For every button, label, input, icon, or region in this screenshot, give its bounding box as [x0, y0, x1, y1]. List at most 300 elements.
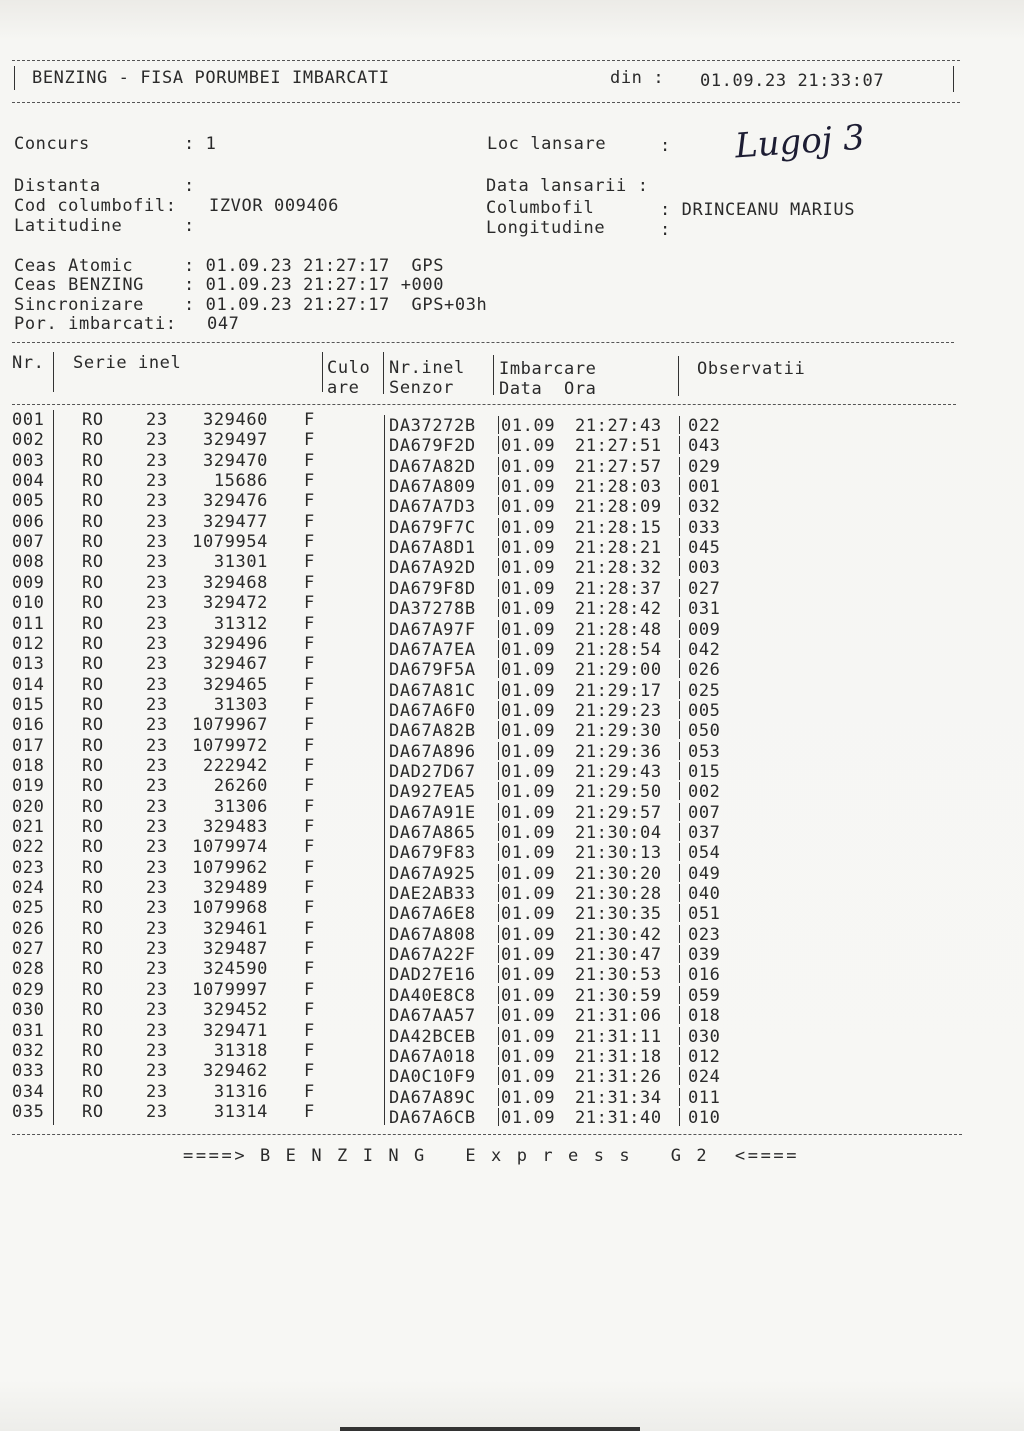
table-header-rule: [12, 404, 956, 405]
embark-date: 01.09: [501, 884, 556, 905]
observation: 029: [688, 456, 721, 477]
row-number: 028: [12, 959, 45, 980]
ring-number: 1079954: [192, 532, 268, 553]
ring-number: 31301: [213, 552, 268, 573]
embark-time: 21:28:09: [575, 497, 662, 518]
table-row: [0, 837, 1024, 864]
table-row: [0, 572, 1024, 599]
sensor-id: DA67A82B: [389, 721, 476, 742]
header-right-bar: [953, 66, 954, 92]
ring-country: RO: [82, 694, 104, 715]
ring-country: RO: [82, 1101, 104, 1122]
observation: 011: [688, 1087, 721, 1108]
ring-year: 23: [146, 735, 168, 756]
ring-number: 329462: [202, 1061, 268, 1082]
ring-country: RO: [82, 959, 104, 980]
ring-year: 23: [146, 1000, 168, 1021]
embark-date: 01.09: [501, 985, 556, 1006]
ring-number: 1079972: [192, 735, 268, 756]
observation: 051: [688, 904, 721, 925]
pigeon-sex: F: [304, 817, 315, 837]
sensor-id: DA67A6CB: [389, 1107, 476, 1128]
ring-number: 329472: [202, 593, 268, 614]
table-row: [0, 857, 1024, 884]
col-header-serie-inel: Serie inel: [73, 353, 182, 373]
pigeon-sex: F: [304, 1101, 315, 1122]
ring-country: RO: [82, 817, 104, 837]
sensor-id: DAD27D67: [389, 761, 476, 782]
pigeon-sex: F: [304, 715, 315, 736]
pigeon-sex: F: [304, 613, 315, 634]
observation: 007: [688, 802, 721, 823]
row-number: 010: [12, 593, 45, 614]
col-header-observatii: Observatii: [697, 359, 806, 379]
embark-date: 01.09: [501, 1087, 556, 1108]
sensor-id: DA679F5A: [389, 660, 476, 681]
pigeon-sex: F: [304, 979, 315, 1000]
col-header-data-ora: Data Ora: [499, 379, 597, 399]
embark-date: 01.09: [501, 1107, 556, 1128]
observation: 024: [688, 1067, 721, 1088]
pigeon-sex: F: [304, 572, 315, 593]
table-row: [0, 430, 1024, 457]
embark-date: 01.09: [501, 599, 556, 620]
ring-number: 329470: [202, 450, 268, 471]
ring-year: 23: [146, 1081, 168, 1102]
concurs-value: : 1: [184, 134, 217, 154]
ring-country: RO: [82, 552, 104, 573]
pigeon-sex: F: [304, 755, 315, 776]
report-date-label: din :: [610, 68, 665, 88]
sensor-id: DA67A97F: [389, 619, 476, 640]
ring-country: RO: [82, 837, 104, 858]
observation: 026: [688, 660, 721, 681]
ring-country: RO: [82, 1081, 104, 1102]
ring-country: RO: [82, 1000, 104, 1021]
pigeon-sex: F: [304, 491, 315, 512]
embark-date: 01.09: [501, 782, 556, 803]
embark-time: 21:31:26: [575, 1067, 662, 1088]
embark-date: 01.09: [501, 700, 556, 721]
pigeon-sex: F: [304, 430, 315, 451]
table-row: [0, 1101, 1024, 1128]
observation: 043: [688, 436, 721, 457]
sensor-id: DA40E8C8: [389, 985, 476, 1006]
table-row: [0, 613, 1024, 640]
header-top-rule: [12, 60, 960, 61]
embark-date: 01.09: [501, 538, 556, 559]
observation: 003: [688, 558, 721, 579]
embark-time: 21:28:21: [575, 538, 662, 559]
pigeon-sex: F: [304, 1061, 315, 1082]
observation: 012: [688, 1046, 721, 1067]
pigeon-sex: F: [304, 450, 315, 471]
ring-number: 329460: [202, 410, 268, 430]
ring-number: 1079968: [192, 898, 268, 919]
sincronizare-value: : 01.09.23 21:27:17 GPS+03h: [184, 295, 488, 315]
ring-year: 23: [146, 593, 168, 614]
distanta-label: Distanta: [14, 176, 101, 196]
observation: 010: [688, 1107, 721, 1128]
embark-date: 01.09: [501, 619, 556, 640]
embark-time: 21:30:04: [575, 823, 662, 843]
ring-country: RO: [82, 430, 104, 451]
observation: 022: [688, 416, 721, 436]
embark-date: 01.09: [501, 639, 556, 660]
sensor-id: DA37272B: [389, 416, 476, 436]
por-imbarcati-value: 047: [207, 314, 240, 334]
ring-country: RO: [82, 735, 104, 756]
ring-number: 329489: [202, 878, 268, 899]
table-row: [0, 654, 1024, 681]
pigeon-sex: F: [304, 471, 315, 492]
sensor-id: DA67A92D: [389, 558, 476, 579]
col-divider-imbarcare: [493, 355, 494, 395]
sep-date: [498, 1108, 499, 1126]
observation: 049: [688, 863, 721, 884]
por-imbarcati-label: Por. imbarcati:: [14, 314, 177, 334]
ring-year: 23: [146, 837, 168, 858]
ring-year: 23: [146, 572, 168, 593]
ring-year: 23: [146, 511, 168, 532]
ring-year: 23: [146, 410, 168, 430]
embark-time: 21:30:42: [575, 924, 662, 945]
ring-year: 23: [146, 491, 168, 512]
observation: 053: [688, 741, 721, 762]
table-row: [0, 918, 1024, 945]
report-title: BENZING - FISA PORUMBEI IMBARCATI: [32, 68, 390, 88]
ring-year: 23: [146, 674, 168, 695]
observation: 040: [688, 884, 721, 905]
sensor-id: DA67A89C: [389, 1087, 476, 1108]
table-row: [0, 552, 1024, 579]
ring-number: 329477: [202, 511, 268, 532]
ceas-benzing-value: : 01.09.23 21:27:17 +000: [184, 275, 445, 295]
observation: 030: [688, 1026, 721, 1047]
pigeon-sex: F: [304, 796, 315, 817]
ring-year: 23: [146, 959, 168, 980]
embark-time: 21:28:42: [575, 599, 662, 620]
row-number: 022: [12, 837, 45, 858]
embark-date: 01.09: [501, 843, 556, 864]
ring-number: 329461: [202, 918, 268, 939]
ring-country: RO: [82, 755, 104, 776]
columbofil-label: Columbofil: [486, 198, 595, 218]
row-number: 021: [12, 817, 45, 837]
observation: 025: [688, 680, 721, 701]
sensor-id: DA67AA57: [389, 1006, 476, 1027]
ring-year: 23: [146, 898, 168, 919]
sensor-id: DA0C10F9: [389, 1067, 476, 1088]
table-row: [0, 1040, 1024, 1067]
embark-date: 01.09: [501, 965, 556, 986]
ceas-atomic-label: Ceas Atomic: [14, 256, 134, 276]
sensor-id: DA67A82D: [389, 456, 476, 477]
row-number: 001: [12, 410, 45, 430]
ring-number: 329465: [202, 674, 268, 695]
sensor-id: DA67A925: [389, 863, 476, 884]
pigeon-sex: F: [304, 1020, 315, 1041]
pigeon-sex: F: [304, 735, 315, 756]
embark-time: 21:30:47: [575, 945, 662, 966]
ring-number: 329487: [202, 939, 268, 960]
pigeon-sex: F: [304, 552, 315, 573]
ring-country: RO: [82, 511, 104, 532]
header-left-bar: [14, 66, 15, 90]
observation: 045: [688, 538, 721, 559]
observation: 005: [688, 700, 721, 721]
ring-country: RO: [82, 776, 104, 797]
embark-date: 01.09: [501, 741, 556, 762]
pigeon-sex: F: [304, 878, 315, 899]
row-number: 035: [12, 1101, 45, 1122]
observation: 015: [688, 761, 721, 782]
col-header-culoare-1: Culo: [327, 358, 371, 378]
ring-number: 31306: [213, 796, 268, 817]
pigeon-sex: F: [304, 532, 315, 553]
ring-country: RO: [82, 918, 104, 939]
ring-number: 1079962: [192, 857, 268, 878]
ring-year: 23: [146, 1040, 168, 1061]
ring-country: RO: [82, 572, 104, 593]
row-number: 007: [12, 532, 45, 553]
data-lansarii-label: Data lansarii :: [486, 176, 649, 196]
row-number: 030: [12, 1000, 45, 1021]
sep-obs: [679, 1108, 680, 1126]
observation: 039: [688, 945, 721, 966]
ring-year: 23: [146, 1101, 168, 1122]
table-row: [0, 1081, 1024, 1108]
table-row: [0, 491, 1024, 518]
embark-date: 01.09: [501, 660, 556, 681]
observation: 059: [688, 985, 721, 1006]
table-row: [0, 939, 1024, 966]
embark-time: 21:30:28: [575, 884, 662, 905]
row-number: 002: [12, 430, 45, 451]
row-number: 014: [12, 674, 45, 695]
row-number: 003: [12, 450, 45, 471]
embark-time: 21:30:59: [575, 985, 662, 1006]
row-number: 015: [12, 694, 45, 715]
pigeon-sex: F: [304, 674, 315, 695]
embark-time: 21:31:40: [575, 1107, 662, 1128]
observation: 027: [688, 578, 721, 599]
row-number: 013: [12, 654, 45, 675]
row-number: 029: [12, 979, 45, 1000]
observation: 023: [688, 924, 721, 945]
pigeon-sex: F: [304, 654, 315, 675]
embark-date: 01.09: [501, 497, 556, 518]
embark-date: 01.09: [501, 823, 556, 843]
table-row: [0, 532, 1024, 559]
ring-country: RO: [82, 491, 104, 512]
ring-number: 1079974: [192, 837, 268, 858]
sensor-id: DA67A809: [389, 477, 476, 498]
latitudine-label: Latitudine: [14, 216, 123, 236]
embark-time: 21:28:32: [575, 558, 662, 579]
table-row: [0, 593, 1024, 620]
row-number: 017: [12, 735, 45, 756]
embark-date: 01.09: [501, 904, 556, 925]
table-bottom-rule: [12, 1134, 962, 1135]
col-divider-culoare: [322, 352, 323, 392]
table-row: [0, 959, 1024, 986]
sensor-id: DAE2AB33: [389, 884, 476, 905]
pigeon-sex: F: [304, 898, 315, 919]
ring-year: 23: [146, 715, 168, 736]
ring-country: RO: [82, 410, 104, 430]
sensor-id: DA67A91E: [389, 802, 476, 823]
embark-time: 21:30:13: [575, 843, 662, 864]
ring-number: 329471: [202, 1020, 268, 1041]
longitudine-label: Longitudine: [486, 218, 606, 238]
concurs-label: Concurs: [14, 134, 90, 154]
ring-number: 31318: [213, 1040, 268, 1061]
embark-time: 21:29:36: [575, 741, 662, 762]
ring-year: 23: [146, 450, 168, 471]
ring-number: 31316: [213, 1081, 268, 1102]
ring-number: 329467: [202, 654, 268, 675]
table-row: [0, 511, 1024, 538]
sensor-id: DA67A8D1: [389, 538, 476, 559]
ring-year: 23: [146, 817, 168, 837]
table-row: [0, 735, 1024, 762]
embark-time: 21:28:37: [575, 578, 662, 599]
row-number: 009: [12, 572, 45, 593]
ring-country: RO: [82, 979, 104, 1000]
latitudine-colon: :: [184, 216, 195, 236]
sensor-id: DA67A6F0: [389, 700, 476, 721]
sensor-id: DA927EA5: [389, 782, 476, 803]
sensor-id: DAD27E16: [389, 965, 476, 986]
sensor-id: DA679F7C: [389, 517, 476, 538]
embark-time: 21:27:43: [575, 416, 662, 436]
embark-date: 01.09: [501, 456, 556, 477]
embark-time: 21:27:57: [575, 456, 662, 477]
col-header-senzor: Senzor: [389, 378, 455, 398]
table-row: [0, 471, 1024, 498]
ring-number: 329452: [202, 1000, 268, 1021]
pigeon-sex: F: [304, 857, 315, 878]
observation: 016: [688, 965, 721, 986]
observation: 050: [688, 721, 721, 742]
observation: 001: [688, 477, 721, 498]
pigeon-sex: F: [304, 1000, 315, 1021]
row-number: 016: [12, 715, 45, 736]
row-number: 018: [12, 755, 45, 776]
pigeon-sex: F: [304, 694, 315, 715]
col-header-imbarcare: Imbarcare: [499, 359, 597, 379]
ring-number: 329497: [202, 430, 268, 451]
table-row: [0, 817, 1024, 843]
table-row: [0, 1000, 1024, 1027]
embark-time: 21:31:34: [575, 1087, 662, 1108]
ring-country: RO: [82, 1061, 104, 1082]
row-number: 025: [12, 898, 45, 919]
ring-country: RO: [82, 1040, 104, 1061]
sensor-id: DA67A018: [389, 1046, 476, 1067]
sensor-id: DA679F8D: [389, 578, 476, 599]
observation: 018: [688, 1006, 721, 1027]
embark-time: 21:29:57: [575, 802, 662, 823]
ring-country: RO: [82, 450, 104, 471]
ring-country: RO: [82, 633, 104, 654]
sensor-id: DA37278B: [389, 599, 476, 620]
cod-columbofil-value: IZVOR 009406: [209, 196, 340, 216]
ring-country: RO: [82, 796, 104, 817]
report-date-value: 01.09.23 21:33:07: [700, 71, 885, 91]
footer-benzing-express: ====> B E N Z I N G E x p r e s s G 2 <====: [183, 1146, 800, 1166]
observation: 032: [688, 497, 721, 518]
row-number: 027: [12, 939, 45, 960]
pigeon-sex: F: [304, 410, 315, 430]
table-row: [0, 694, 1024, 721]
ring-number: 31312: [213, 613, 268, 634]
observation: 054: [688, 843, 721, 864]
ring-country: RO: [82, 593, 104, 614]
sensor-id: DA67A865: [389, 823, 476, 843]
ring-country: RO: [82, 857, 104, 878]
col-divider-nr: [53, 352, 54, 392]
ring-number: 222942: [202, 755, 268, 776]
ring-country: RO: [82, 878, 104, 899]
pigeon-sex: F: [304, 918, 315, 939]
embark-time: 21:29:00: [575, 660, 662, 681]
observation: 037: [688, 823, 721, 843]
embark-date: 01.09: [501, 924, 556, 945]
ring-number: 15686: [213, 471, 268, 492]
row-number: 032: [12, 1040, 45, 1061]
ring-number: 31314: [213, 1101, 268, 1122]
header-bottom-rule: [12, 102, 960, 103]
embark-date: 01.09: [501, 517, 556, 538]
ring-year: 23: [146, 654, 168, 675]
ceas-atomic-value: : 01.09.23 21:27:17 GPS: [184, 256, 445, 276]
ring-country: RO: [82, 654, 104, 675]
row-number: 012: [12, 633, 45, 654]
sensor-id: DA67A22F: [389, 945, 476, 966]
ring-year: 23: [146, 796, 168, 817]
ring-year: 23: [146, 1020, 168, 1041]
embark-date: 01.09: [501, 680, 556, 701]
ring-year: 23: [146, 1061, 168, 1082]
sensor-id: DA67A7D3: [389, 497, 476, 518]
embark-time: 21:29:43: [575, 761, 662, 782]
sensor-id: DA679F83: [389, 843, 476, 864]
ring-country: RO: [82, 1020, 104, 1041]
sensor-id: DA67A896: [389, 741, 476, 762]
row-number: 011: [12, 613, 45, 634]
ring-number: 329468: [202, 572, 268, 593]
embark-date: 01.09: [501, 945, 556, 966]
row-number: 006: [12, 511, 45, 532]
embark-time: 21:31:06: [575, 1006, 662, 1027]
pigeon-sex: F: [304, 776, 315, 797]
table-row: [0, 674, 1024, 701]
table-row: [0, 715, 1024, 742]
pigeon-sex: F: [304, 939, 315, 960]
embark-date: 01.09: [501, 1026, 556, 1047]
ring-year: 23: [146, 552, 168, 573]
pigeon-sex: F: [304, 837, 315, 858]
sensor-id: DA67A808: [389, 924, 476, 945]
table-row: [0, 878, 1024, 905]
ring-year: 23: [146, 471, 168, 492]
loc-lansare-colon: :: [660, 136, 671, 156]
ring-country: RO: [82, 674, 104, 695]
ring-year: 23: [146, 857, 168, 878]
row-number: 031: [12, 1020, 45, 1041]
